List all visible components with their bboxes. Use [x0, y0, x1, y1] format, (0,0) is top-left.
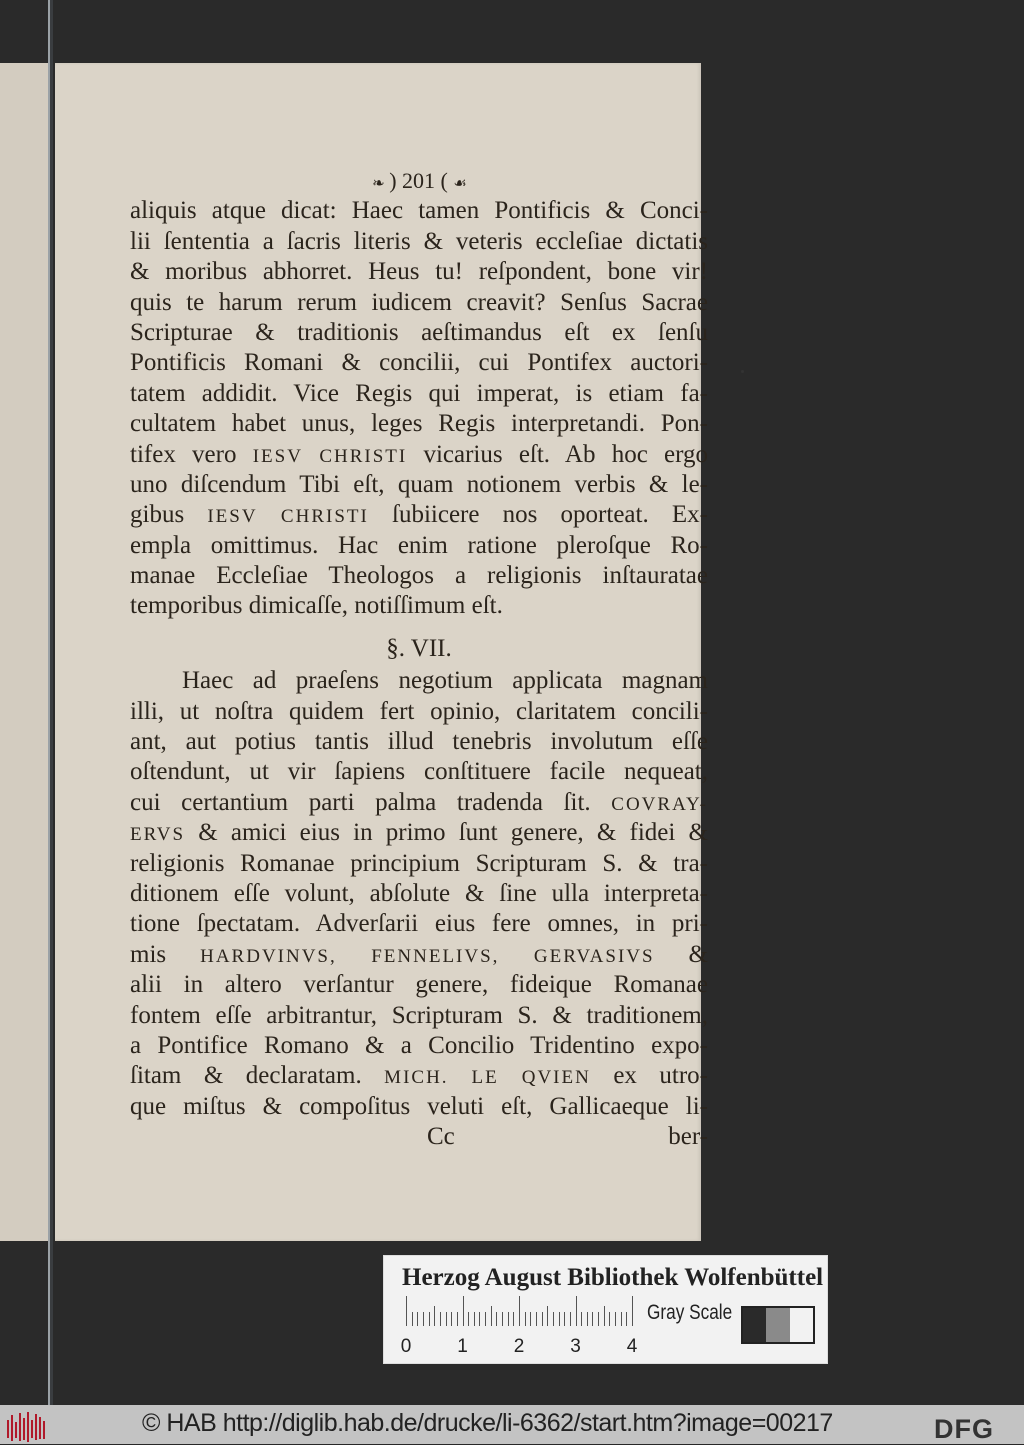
- text-fragment: tifex vero: [130, 440, 253, 468]
- ruler-tick: [536, 1312, 537, 1326]
- ruler-tick: [570, 1312, 571, 1326]
- ruler-tick: [615, 1312, 616, 1326]
- ruler-number: 0: [400, 1336, 412, 1357]
- small-caps-name: IESV CHRISTI: [207, 506, 369, 528]
- text-line: cultatem habet unus, leges Regis interpretandi. Pon-: [130, 410, 708, 438]
- text-line: alii in altero verſantur genere, fideique Romanae: [130, 971, 708, 999]
- text-line: [130, 440, 708, 470]
- text-line: religionis Romanae principium Scripturam S. & tra-: [130, 849, 708, 877]
- text-line: illi, ut noſtra quidem fert opinio, claritatem concili-: [130, 697, 708, 725]
- text-line: que miſtus & compoſitus veluti eſt, Gallicaeque li-: [130, 1092, 708, 1120]
- ruler-tick: [446, 1312, 447, 1326]
- text-line: quis te harum rerum iudicem creavit? Senſus Sacrae: [130, 288, 708, 316]
- section-heading: §. VII.: [386, 634, 452, 662]
- ruler-tick: [434, 1306, 435, 1326]
- text-line: ditionem eſſe volunt, abſolute & ſine ulla interpreta-: [130, 879, 708, 907]
- text-line: [130, 1061, 708, 1091]
- page-text: [130, 166, 708, 1153]
- ruler-tick: [592, 1312, 593, 1326]
- ruler-tick: [598, 1312, 599, 1326]
- ruler-tick: [406, 1296, 407, 1326]
- text-line: manae Eccleſiae Theologos a religionis inſtauratae: [130, 562, 708, 590]
- text-line: fontem eſſe arbitrantur, Scripturam S. & traditionem,: [130, 1001, 708, 1029]
- ruler-tick: [609, 1312, 610, 1326]
- text-line: tione ſpectatam. Adverſarii eius fere omnes, in pri-: [130, 910, 708, 938]
- text-fragment: &: [654, 940, 708, 968]
- ruler-tick: [417, 1312, 418, 1326]
- ruler-tick: [581, 1312, 582, 1326]
- ruler-number: 4: [626, 1336, 638, 1357]
- gray-swatch: [766, 1308, 789, 1342]
- ornament-right-icon: ☙: [453, 176, 466, 192]
- ruler-tick: [530, 1312, 531, 1326]
- ruler-tick: [576, 1296, 577, 1326]
- text-line: [130, 500, 708, 530]
- ruler-tick: [479, 1312, 480, 1326]
- ruler-tick: [564, 1312, 565, 1326]
- text-line: lii ſententia a ſacris literis & veteris eccleſiae dictatis: [130, 227, 708, 255]
- text-fragment: ſitam & declaratam.: [130, 1062, 385, 1090]
- text-line: Scripturae & traditionis aeſtimandus eſt ex ſenſu: [130, 318, 708, 346]
- text-fragment: gibus: [130, 501, 208, 529]
- signature-mark: Cc: [427, 1123, 455, 1151]
- small-caps-name: HARDVINVS, FENNELIVS, GERVASIVS: [200, 945, 655, 967]
- ruler-tick: [440, 1312, 441, 1326]
- paragraph-1: [130, 196, 708, 621]
- ruler-tick: [423, 1312, 424, 1326]
- text-line: Pontificis Romani & concilii, cui Pontifex auctori-: [130, 349, 708, 377]
- ruler-number: 3: [570, 1336, 581, 1357]
- ruler-number: 2: [513, 1336, 525, 1357]
- dfg-logo: DFG: [934, 1414, 994, 1444]
- ruler-tick: [525, 1312, 526, 1326]
- text-line: ant, aut potius tantis illud tenebris involutum eſſe: [130, 728, 708, 756]
- library-name: Herzog August Bibliothek Wolfenbüttel: [402, 1264, 824, 1291]
- text-line: [130, 818, 708, 848]
- ruler-tick: [587, 1312, 588, 1326]
- footer-bar: [0, 1405, 1024, 1444]
- page-gutter: [50, 0, 53, 1405]
- small-caps-name: IESV CHRISTI: [252, 445, 408, 467]
- text-line: tatem addidit. Vice Regis qui imperat, is etiam fa-: [130, 379, 708, 407]
- text-fragment: cui certantium parti palma tradenda ſit.: [130, 788, 612, 816]
- ruler-tick: [626, 1312, 627, 1326]
- ruler-tick: [513, 1312, 514, 1326]
- small-caps-name: MICH. LE QVIEN: [384, 1067, 591, 1089]
- text-fragment: ex utro-: [590, 1062, 708, 1090]
- ruler-tick: [463, 1296, 464, 1326]
- text-line: Haec ad praeſens negotium applicata magnam: [182, 667, 708, 695]
- page-number: ) 201 (: [389, 168, 448, 193]
- text-line: & moribus abhorret. Heus tu! reſpondent, bone vir!: [130, 258, 708, 286]
- text-line: [130, 788, 708, 818]
- ruler-tick: [508, 1312, 509, 1326]
- previous-page-edge: [0, 63, 50, 1241]
- gray-scale-swatch: [741, 1306, 815, 1344]
- ruler-tick: [559, 1312, 560, 1326]
- gray-scale-label: Gray Scale: [647, 1301, 733, 1324]
- text-line: [130, 940, 708, 970]
- catchword: ber-: [668, 1123, 708, 1151]
- ruler-tick: [491, 1306, 492, 1326]
- ruler-tick: [519, 1296, 520, 1326]
- text-fragment: vicarius eſt. Ab hoc ergo: [407, 440, 708, 468]
- ruler-tick: [451, 1312, 452, 1326]
- ruler-tick: [632, 1296, 633, 1326]
- paragraph-2: [130, 666, 708, 1122]
- page-footer-line: [130, 1122, 708, 1152]
- text-fragment: ſubiicere nos oporteat. Ex-: [368, 501, 708, 529]
- ruler-tick: [547, 1306, 548, 1326]
- text-line: empla omittimus. Hac enim ratione pleroſque Ro-: [130, 531, 708, 559]
- text-line: aliquis atque dicat: Haec tamen Pontificis & Conci-: [130, 197, 708, 225]
- text-line: oſtendunt, ut vir ſapiens conſtituere facile nequeat,: [130, 758, 708, 786]
- text-line: temporibus dimicaſſe, notiſſimum eſt.: [130, 592, 503, 620]
- library-label-card: [383, 1255, 828, 1364]
- ornament-left-icon: ❧: [372, 176, 384, 192]
- gray-swatch: [743, 1308, 766, 1342]
- ruler-tick: [468, 1312, 469, 1326]
- text-fragment: mis: [130, 940, 201, 968]
- text-line: a Pontifice Romano & a Concilio Tridentino expo-: [130, 1031, 708, 1059]
- text-line: uno diſcendum Tibi eſt, quam notionem verbis & le-: [130, 470, 708, 498]
- ruler-tick: [412, 1312, 413, 1326]
- ruler-tick: [542, 1312, 543, 1326]
- paper-speck: [741, 370, 744, 373]
- running-head: [130, 166, 708, 196]
- small-caps-name: ERVS: [130, 824, 186, 846]
- ruler-tick: [621, 1312, 622, 1326]
- text-fragment: & amici eius in primo ſunt genere, & fidei &: [185, 819, 708, 847]
- ruler-tick: [502, 1312, 503, 1326]
- small-caps-name: COVRAY-: [611, 793, 708, 815]
- ruler-tick: [457, 1312, 458, 1326]
- copyright-link[interactable]: © HAB http://diglib.hab.de/drucke/li-6362/start.htm?image=00217: [142, 1409, 833, 1437]
- ruler-tick: [474, 1312, 475, 1326]
- ruler-tick: [496, 1312, 497, 1326]
- hab-logo-icon: [5, 1410, 47, 1444]
- ruler-tick: [429, 1312, 430, 1326]
- ruler-tick: [553, 1312, 554, 1326]
- gray-swatch: [790, 1308, 813, 1342]
- ruler-tick: [485, 1312, 486, 1326]
- ruler-number: 1: [457, 1336, 468, 1357]
- ruler-scale: [400, 1306, 638, 1357]
- ruler-tick: [604, 1306, 605, 1326]
